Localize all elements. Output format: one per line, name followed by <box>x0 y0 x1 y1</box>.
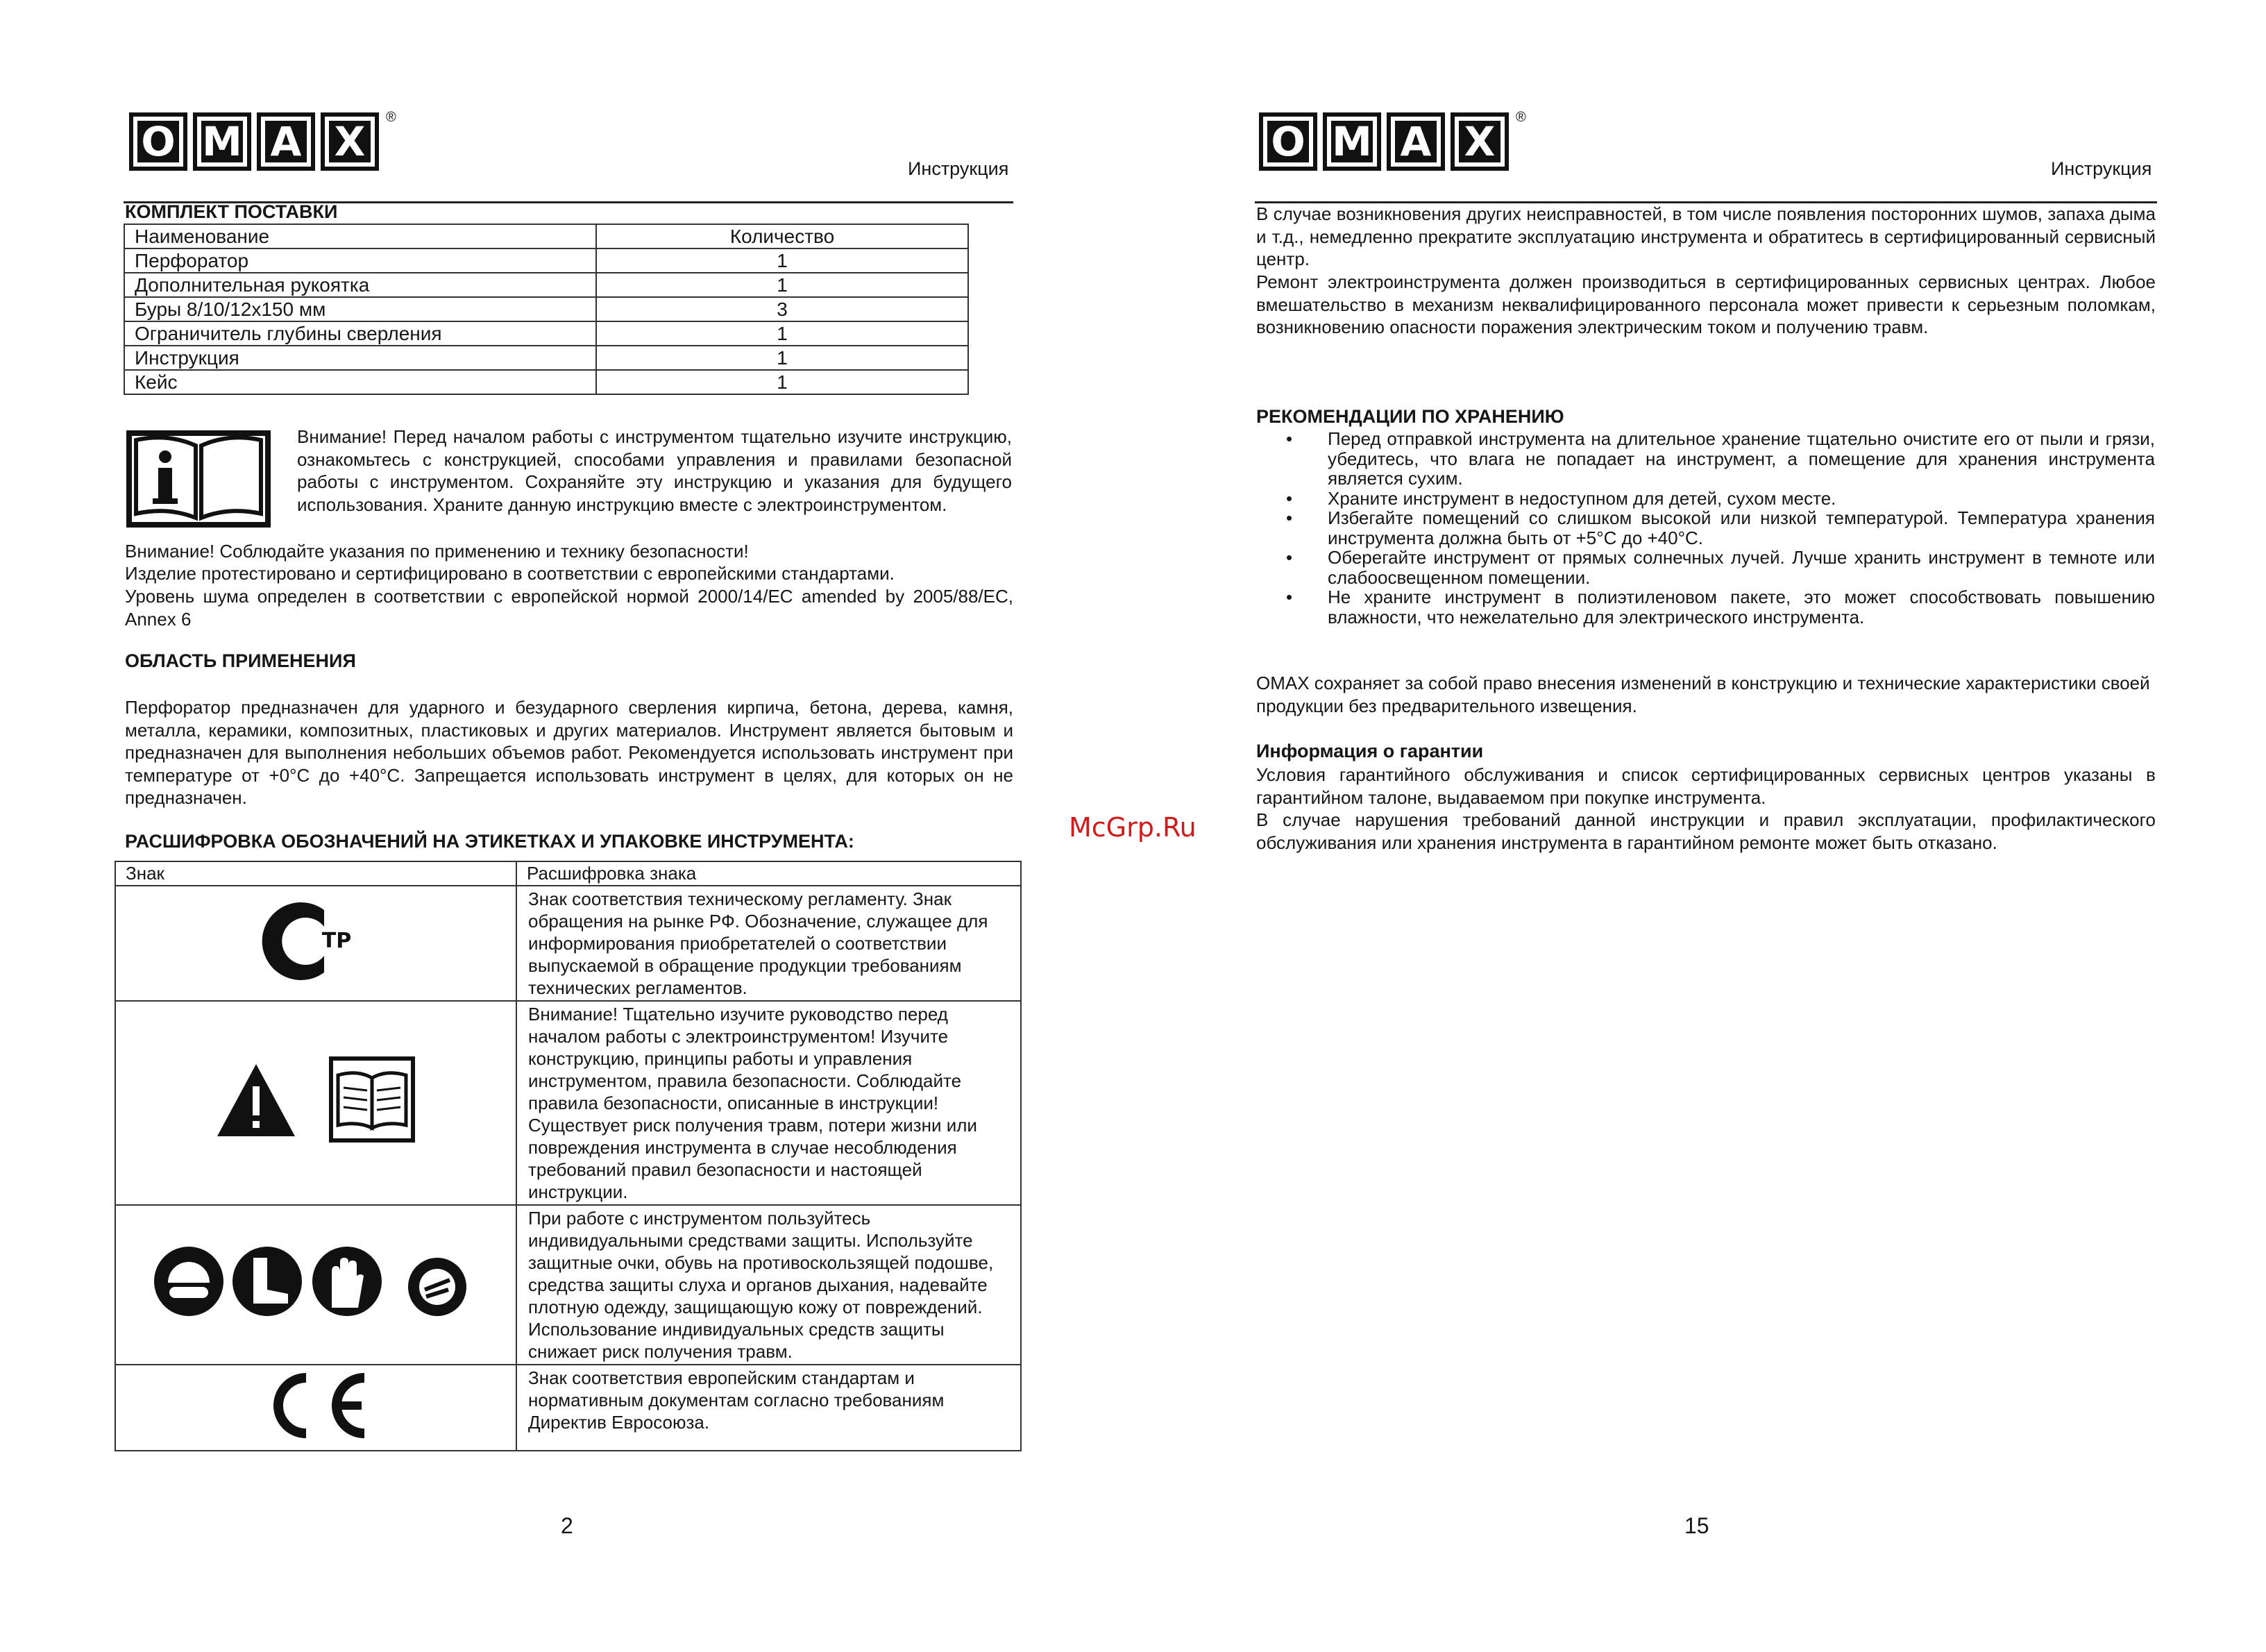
faults-paragraph: В случае возникновения других неисправностей, в том числе появления посторонних шумов, запаха дыма и т.д., немедленно прекратите эксплуатацию инструмента и обратитесь в сертифицированный сервисный центр. <box>1256 203 2156 269</box>
page-number: 2 <box>561 1513 573 1538</box>
warranty-paragraph: В случае нарушения требований данной инструкции и правил эксплуатации, профилактического обслуживания или хранения инструмента в гарантийном ремонте может быть отказано. <box>1256 809 2156 853</box>
list-item: • Не храните инструмент в полиэтиленовом пакете, это может способствовать повышению влажности, что нежелательно для электрического инструмента. <box>1286 587 2155 627</box>
scope-paragraph: Перфоратор предназначен для ударного и безударного сверления кирпича, бетона, дерева, камня, металла, керамики, композитных, пластиковых и других материалов. Инструмент является бытовым и предназначен для выполнения небольших объемов работ. Рекомендуется использовать инструмент при температуре от +0°С до +40°С. Запрещается использовать инструмент в целях, для которых он не предназначен. <box>125 697 1013 808</box>
notice-line: Внимание! Соблюдайте указания по применению и технику безопасности! <box>125 541 749 562</box>
notice-line: Изделие протестировано и сертифицировано в соответствии с европейскими стандартами. <box>125 563 895 584</box>
table-row <box>124 248 968 273</box>
page-number: 15 <box>1684 1513 1709 1538</box>
warranty-heading: Информация о гарантии <box>1256 741 1484 761</box>
table-row <box>124 321 968 346</box>
logo-letter: O <box>1259 112 1317 171</box>
table-row <box>124 273 968 297</box>
sign-cell <box>115 886 516 1001</box>
header-label: Инструкция <box>908 158 1009 179</box>
right-page <box>1133 0 2266 1652</box>
column-header: Наименование <box>124 224 596 248</box>
column-header: Количество <box>596 224 968 248</box>
item-qty: 1 <box>596 321 968 346</box>
table-header-row <box>124 224 968 248</box>
gloves-icon <box>312 1247 382 1316</box>
noise-level-paragraph: Уровень шума определен в соответствии с европейской нормой 2000/14/EC amended by 2005/88/EC, Annex 6 <box>125 586 1013 630</box>
scope-heading: ОБЛАСТЬ ПРИМЕНЕНИЯ <box>125 650 356 671</box>
sign-cell <box>115 1365 516 1451</box>
table-row <box>124 297 968 321</box>
sign-description: Знак соответствия европейским стандартам и нормативным документам согласно требованиям Директив Евросоюза. <box>516 1365 1021 1451</box>
info-book-icon <box>126 430 271 528</box>
signs-heading: РАСШИФРОВКА ОБОЗНАЧЕНИЙ НА ЭТИКЕТКАХ И УПАКОВКЕ ИНСТРУМЕНТА: <box>125 831 854 852</box>
storage-list <box>1286 429 2155 627</box>
table-row <box>115 886 1021 1001</box>
item-name: Ограничитель глубины сверления <box>124 321 596 346</box>
left-page <box>0 0 1131 1652</box>
table-row <box>115 1365 1021 1451</box>
table-row <box>124 346 968 370</box>
watermark: McGrp.Ru <box>1069 812 1197 843</box>
warning-triangle-icon <box>217 1064 295 1136</box>
item-qty: 1 <box>596 346 968 370</box>
item-qty: 3 <box>596 297 968 321</box>
rights-paragraph: OMAX сохраняет за собой право внесения изменений в конструкцию и технические характеристики своей продукции без предварительного извещения. <box>1256 673 2150 716</box>
signs-table <box>115 861 1022 1451</box>
warning-paragraph: Внимание! Перед началом работы с инструментом тщательно изучите инструкцию, ознакомьтесь с конструкцией, способами управления и правилами безопасной работы с инструментом. Сохраняйте эту инструкцию и указания для будущего использования. Храните данную инструкцию вместе с электроинструментом. <box>297 426 1012 515</box>
item-qty: 1 <box>596 273 968 297</box>
omax-logo <box>129 112 396 171</box>
registered-mark: ® <box>1516 110 1526 125</box>
eac-tr-sign-icon <box>260 896 371 986</box>
helmet-goggles-icon <box>154 1247 223 1316</box>
item-name: Перфоратор <box>124 248 596 273</box>
item-name: Кейс <box>124 370 596 394</box>
read-manual-icon <box>331 1059 413 1140</box>
header-label: Инструкция <box>2051 158 2152 179</box>
column-header: Расшифровка знака <box>516 861 1021 886</box>
eac-mark-text: ТР <box>321 928 352 953</box>
ce-mark-icon <box>260 1371 371 1440</box>
logo-letter: A <box>1387 112 1445 171</box>
item-qty: 1 <box>596 370 968 394</box>
supply-heading: КОМПЛЕКТ ПОСТАВКИ <box>125 201 338 222</box>
safety-boot-icon <box>232 1247 302 1316</box>
column-header: Знак <box>115 861 516 886</box>
sign-description: Внимание! Тщательно изучите руководство перед началом работы с электроинструментом! Изучите конструкцию, принципы работы и управления инструментом, правила безопасности. Соблюдайте правила безопасности, описанные в инструкции! Существует риск получения травм, потери жизни или повреждения инструмента в случае несоблюдения требований правил безопасности и настоящей инструкции. <box>516 1001 1021 1205</box>
repair-paragraph: Ремонт электроинструмента должен производиться в сертифицированных сервисных центрах. Любое вмешательство в механизм неквалифицированного персонала может привести к серьезным поломкам, возникновению опасности поражения электрическим током и получению травм. <box>1256 271 2156 337</box>
warranty-paragraph: Условия гарантийного обслуживания и список сертифицированных сервисных центров указаны в гарантийном талоне, выдаваемом при покупке инструмента. <box>1256 764 2156 808</box>
sign-description: Знак соответствия техническому регламенту. Знак обращения на рынке РФ. Обозначение, служащее для информирования приобретателей о соответствии выпускаемой в обращение продукции требованиям технических регламентов. <box>516 886 1021 1001</box>
sign-cell <box>115 1205 516 1365</box>
table-header-row <box>115 861 1021 886</box>
respirator-icon <box>408 1258 466 1316</box>
logo-letter: M <box>1323 112 1381 171</box>
sign-description: При работе с инструментом пользуйтесь индивидуальными средствами защиты. Используйте защитные очки, обувь на противоскользящей подошве, средства защиты слуха и органов дыхания, надевайте плотную одежду, защищающую кожу от повреждений. Использование индивидуальных средств защиты снижает риск получения травм. <box>516 1205 1021 1365</box>
logo-letter: A <box>257 112 315 171</box>
logo-letter: O <box>129 112 187 171</box>
logo-letter: X <box>1451 112 1509 171</box>
list-item: • Перед отправкой инструмента на длительное хранение тщательно очистите его от пыли и грязи, убедитесь, что влага не попадает на инструмент, а помещение для хранения инструмента является сухим. <box>1286 429 2155 489</box>
storage-heading: РЕКОМЕНДАЦИИ ПО ХРАНЕНИЮ <box>1256 406 1564 427</box>
item-name: Дополнительная рукоятка <box>124 273 596 297</box>
warning-manual-icons <box>212 1056 420 1146</box>
logo-letter: M <box>193 112 251 171</box>
table-row <box>115 1205 1021 1365</box>
table-row <box>124 370 968 394</box>
omax-logo <box>1259 112 1526 171</box>
supply-table <box>124 224 969 395</box>
item-qty: 1 <box>596 248 968 273</box>
logo-letter: X <box>321 112 379 171</box>
list-item: • Избегайте помещений со слишком высокой или низкой температурой. Температура хранения инструмента должна быть от +5°С до +40°С. <box>1286 508 2155 548</box>
registered-mark: ® <box>386 110 396 125</box>
item-name: Инструкция <box>124 346 596 370</box>
list-item: • Храните инструмент в недоступном для детей, сухом месте. <box>1286 489 2155 509</box>
ppe-icons <box>153 1241 479 1324</box>
list-item: • Оберегайте инструмент от прямых солнечных лучей. Лучше хранить инструмент в темноте или слабоосвещенном помещении. <box>1286 548 2155 587</box>
item-name: Буры 8/10/12x150 мм <box>124 297 596 321</box>
sign-cell <box>115 1001 516 1205</box>
table-row <box>115 1001 1021 1205</box>
